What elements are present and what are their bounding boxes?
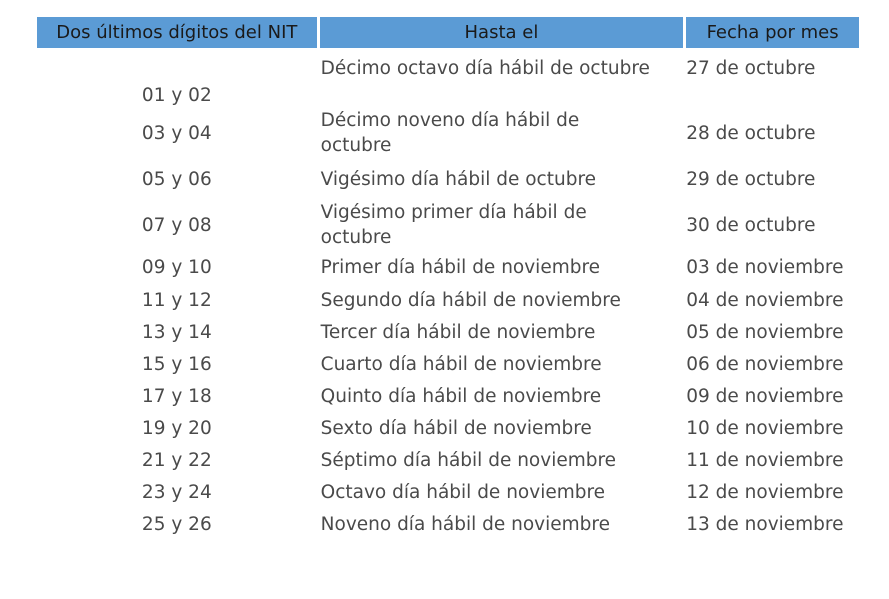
nit-digits-cell: 15 y 16 [141,353,212,375]
until-cell: Primer día hábil de noviembre [320,256,601,278]
until-cell: Décimo octavo día hábil de octubre [320,58,650,79]
until-cell: Vigésimo día hábil de octubre [320,168,597,190]
date-cell: 11 de noviembre [686,449,844,471]
until-cell: Cuarto día hábil de noviembre [320,353,602,375]
until-cell: Vigésimo primer día hábil de octubre [320,202,587,248]
table-row [37,158,859,200]
table-header [37,17,859,48]
date-cell: 28 de octubre [686,122,816,144]
nit-digits-cell: 17 y 18 [141,385,212,407]
nit-digits-cell: 25 y 26 [141,513,212,535]
date-cell: 30 de octubre [686,214,816,236]
header-date-by-month: Fecha por mes [686,17,859,48]
nit-digits-cell: 13 y 14 [141,321,212,343]
table-row [37,412,859,444]
nit-digits-cell: 19 y 20 [141,417,212,439]
date-cell: 13 de noviembre [686,513,844,535]
table-row [37,250,859,284]
nit-deadline-table [37,17,859,540]
nit-digits-cell: 09 y 10 [141,256,212,278]
table-row [37,56,859,108]
table-row [37,200,859,250]
table-row [37,508,859,540]
until-cell: Octavo día hábil de noviembre [320,481,606,503]
until-cell: Segundo día hábil de noviembre [320,289,621,311]
nit-digits-cell: 11 y 12 [141,289,212,311]
table-row [37,380,859,412]
date-cell: 09 de noviembre [686,385,844,407]
nit-digits-cell: 21 y 22 [141,449,212,471]
table-row [37,476,859,508]
nit-digits-cell: 23 y 24 [141,481,212,503]
date-cell: 04 de noviembre [686,289,844,311]
date-cell: 03 de noviembre [686,256,844,278]
date-cell: 06 de noviembre [686,353,844,375]
until-cell: Séptimo día hábil de noviembre [320,449,617,471]
date-cell: 12 de noviembre [686,481,844,503]
nit-digits-cell: 01 y 02 [141,84,212,106]
table-row [37,316,859,348]
table-row [37,348,859,380]
table-row [37,108,859,158]
table-row [37,284,859,316]
date-cell: 10 de noviembre [686,417,844,439]
header-until: Hasta el [320,17,684,48]
until-cell: Sexto día hábil de noviembre [320,417,592,439]
until-cell: Décimo noveno día hábil de octubre [320,110,580,156]
nit-digits-cell: 07 y 08 [141,214,212,236]
until-cell: Tercer día hábil de noviembre [320,321,596,343]
nit-digits-cell: 05 y 06 [141,168,212,190]
until-cell: Noveno día hábil de noviembre [320,513,610,535]
date-cell: 29 de octubre [686,168,816,190]
table-row [37,444,859,476]
until-cell: Quinto día hábil de noviembre [320,385,602,407]
date-cell: 05 de noviembre [686,321,844,343]
header-nit-digits: Dos últimos dígitos del NIT [37,17,317,48]
nit-digits-cell: 03 y 04 [141,122,212,144]
date-cell: 27 de octubre [686,58,816,79]
